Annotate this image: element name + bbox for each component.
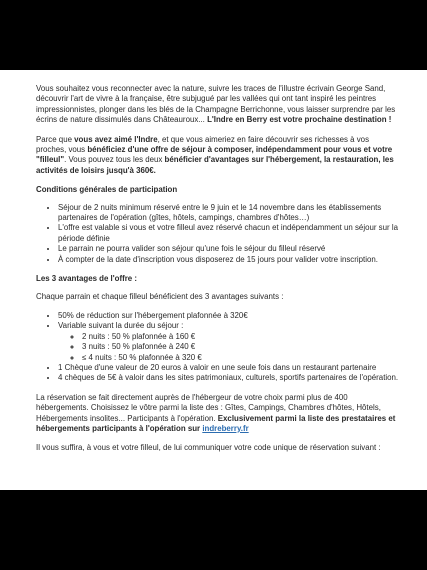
offer-bold-1: vous avez aimé l'Indre	[74, 134, 158, 144]
email-body	[0, 70, 427, 490]
advantages-item-label: Variable suivant la durée du séjour :	[58, 321, 184, 331]
intro-paragraph	[36, 84, 401, 126]
duration-item: ◦ ≤ 4 nuits : 50 % plafonnée à 320 €	[82, 353, 401, 363]
duration-item: ◦ 3 nuits : 50 % plafonnée à 240 €	[82, 342, 401, 352]
conditions-list	[36, 203, 401, 265]
conditions-item: • Séjour de 2 nuits minimum réservé entre le 9 juin et le 14 novembre dans les établissements partenaires de l'opération (gîtes, hôtels, campings, chambres d'hôtes…)	[58, 203, 401, 224]
offer-bold-2: bénéficiez d'une offre de séjour à composer, indépendamment pour vous et votre "filleul"	[36, 145, 393, 165]
offer-bold-3: bénéficier d'avantages sur l'hébergement, la restauration, les activités de loisirs jusqu'à 360€.	[36, 155, 394, 175]
offer-paragraph	[36, 135, 401, 177]
offer-text-3: . Vous pouvez tous les deux	[64, 155, 165, 165]
reservation-paragraph	[36, 393, 401, 435]
conditions-heading: Conditions générales de participation	[36, 185, 178, 195]
indreberry-link[interactable]: indreberry.fr	[202, 423, 249, 433]
advantages-item: • 4 chèques de 5€ à valoir dans les sites patrimoniaux, culturels, sportifs partenaires de l'opération.	[58, 373, 401, 383]
advantages-intro: Chaque parrain et chaque filleul bénéficient des 3 avantages suivants :	[36, 291, 284, 301]
conditions-item: • À compter de la date d'inscription vous disposerez de 15 jours pour valider votre inscription.	[58, 255, 401, 265]
email-content	[0, 70, 427, 454]
offer-text-2: , et que vous aimeriez en faire découvrir ses richesses à vos proches, vous	[36, 134, 370, 155]
reservation-bold: Exclusivement parmi la liste des prestataires et hébergements participants à l'opération sur	[36, 413, 396, 433]
offer-text-1: Parce que	[36, 134, 75, 144]
advantages-list	[36, 311, 401, 384]
duration-sublist	[58, 332, 401, 363]
conditions-item: • L'offre est valable si vous et votre filleul avez réservé chacun et indépendamment un séjour sur la période définie	[58, 223, 401, 244]
advantages-heading: Les 3 avantages de l'offre :	[36, 274, 137, 284]
reservation-text: La réservation se fait directement auprès de l'hébergeur de votre choix parmi plus de 400 hébergements. Choisissez le vôtre parmi la liste des : Gîtes, Campings, Chambres d'hôtes, Hôtels, Hébergements insolites... Participants à l'opération.	[36, 392, 381, 423]
advantages-item	[58, 321, 401, 363]
intro-text: Vous souhaitez vous reconnecter avec la nature, suivre les traces de l'illustre écrivain George Sand, découvrir l'art de vivre à la française, être subjugué par les vallées qui ont tant inspiré les peintres impressionnistes, plonger dans les blés de la Champagne Berrichonne, vous laisser surprendre par les écrins de nature dissimulés dans Châteauroux...	[36, 84, 396, 125]
intro-bold: L'Indre en Berry est votre prochaine destination !	[207, 115, 392, 125]
advantages-item: • 50% de réduction sur l'hébergement plafonnée à 320€	[58, 311, 401, 321]
closing-paragraph: Il vous suffira, à vous et votre filleul, de lui communiquer votre code unique de réservation suivant :	[36, 443, 381, 453]
duration-item: ◦ 2 nuits : 50 % plafonnée à 160 €	[82, 332, 401, 342]
conditions-item: • Le parrain ne pourra valider son séjour qu'une fois le séjour du filleul réservé	[58, 244, 401, 254]
advantages-item: • 1 Chèque d'une valeur de 20 euros à valoir en une seule fois dans un restaurant partenaire	[58, 363, 401, 373]
